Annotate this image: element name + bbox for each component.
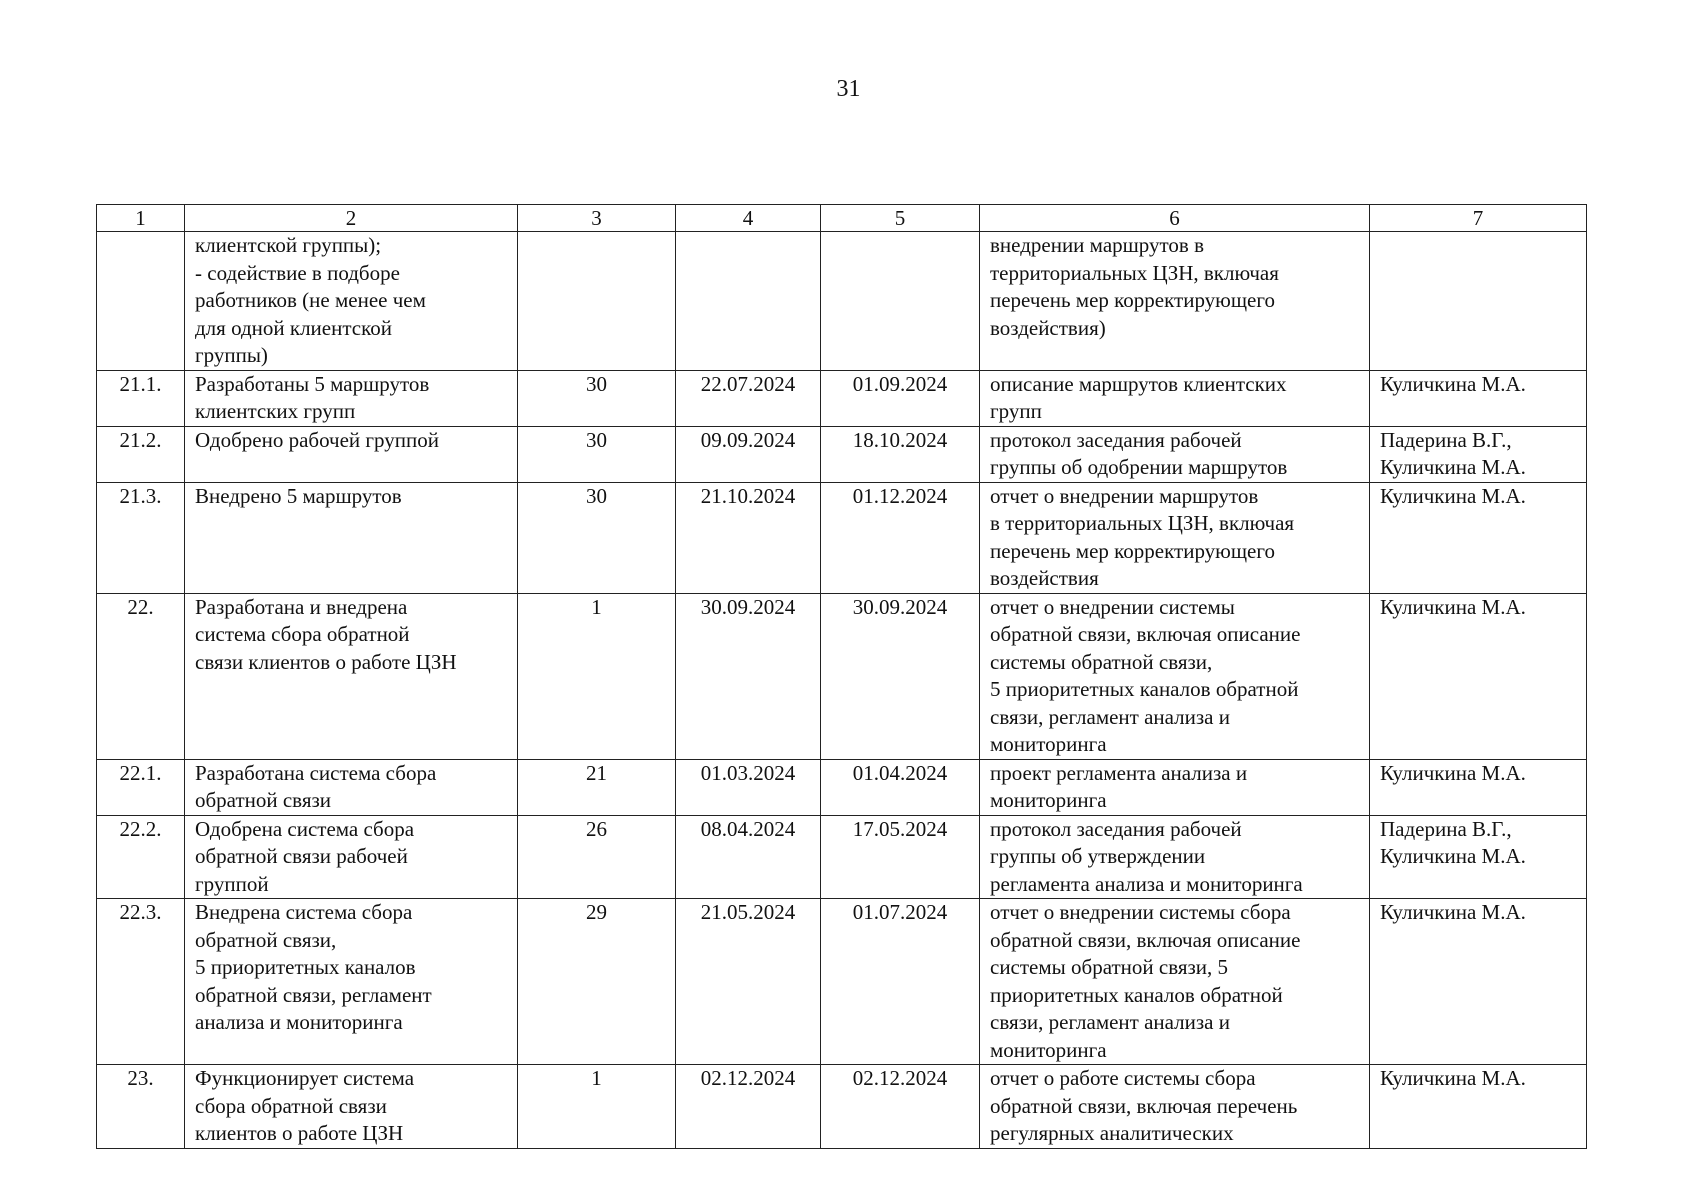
row-result: отчет о внедрении маршрутов в территориальных ЦЗН, включая перечень мер корректирующего воздействия: [980, 482, 1370, 593]
row-description: Внедрено 5 маршрутов: [185, 482, 518, 593]
row-description: Внедрена система сбора обратной связи, 5 приоритетных каналов обратной связи, регламент анализа и мониторинга: [185, 899, 518, 1065]
table-row: [97, 482, 1587, 593]
row-end-date: 18.10.2024: [821, 426, 980, 482]
column-header: 7: [1370, 205, 1587, 232]
row-description: Функционирует система сбора обратной связи клиентов о работе ЦЗН: [185, 1065, 518, 1149]
row-end-date: 01.09.2024: [821, 370, 980, 426]
row-target-value: 1: [518, 593, 676, 759]
row-target-value: 21: [518, 759, 676, 815]
table-row: [97, 232, 1587, 371]
row-target-value: 30: [518, 370, 676, 426]
row-responsible: Падерина В.Г., Куличкина М.А.: [1370, 815, 1587, 899]
column-header: 4: [676, 205, 821, 232]
table-row: [97, 759, 1587, 815]
row-start-date: [676, 232, 821, 371]
column-header: 5: [821, 205, 980, 232]
table-row: [97, 426, 1587, 482]
row-description: Разработана система сбора обратной связи: [185, 759, 518, 815]
row-start-date: 22.07.2024: [676, 370, 821, 426]
row-target-value: 1: [518, 1065, 676, 1149]
plan-table: [96, 204, 1587, 1149]
row-start-date: 01.03.2024: [676, 759, 821, 815]
row-result: протокол заседания рабочей группы об одобрении маршрутов: [980, 426, 1370, 482]
row-end-date: 01.07.2024: [821, 899, 980, 1065]
row-number: 21.1.: [97, 370, 185, 426]
row-start-date: 09.09.2024: [676, 426, 821, 482]
row-end-date: 01.12.2024: [821, 482, 980, 593]
row-end-date: 17.05.2024: [821, 815, 980, 899]
row-target-value: 30: [518, 426, 676, 482]
row-target-value: 29: [518, 899, 676, 1065]
column-header: 2: [185, 205, 518, 232]
row-description: Одобрено рабочей группой: [185, 426, 518, 482]
row-description: Разработаны 5 маршрутов клиентских групп: [185, 370, 518, 426]
row-responsible: Куличкина М.А.: [1370, 759, 1587, 815]
row-result: описание маршрутов клиентских групп: [980, 370, 1370, 426]
page-number: 31: [836, 76, 861, 102]
row-start-date: 08.04.2024: [676, 815, 821, 899]
row-number: 21.2.: [97, 426, 185, 482]
row-description: Одобрена система сбора обратной связи рабочей группой: [185, 815, 518, 899]
row-responsible: Куличкина М.А.: [1370, 482, 1587, 593]
row-responsible: [1370, 232, 1587, 371]
column-header: 3: [518, 205, 676, 232]
row-number: 22.1.: [97, 759, 185, 815]
row-start-date: 02.12.2024: [676, 1065, 821, 1149]
row-number: 22.2.: [97, 815, 185, 899]
table-row: [97, 370, 1587, 426]
row-result: внедрении маршрутов в территориальных ЦЗН, включая перечень мер корректирующего воздействия): [980, 232, 1370, 371]
row-result: отчет о внедрении системы сбора обратной связи, включая описание системы обратной связи, 5 приоритетных каналов обратной связи, регламент анализа и мониторинга: [980, 899, 1370, 1065]
row-number: 23.: [97, 1065, 185, 1149]
row-responsible: Куличкина М.А.: [1370, 899, 1587, 1065]
row-result: отчет о работе системы сбора обратной связи, включая перечень регулярных аналитических: [980, 1065, 1370, 1149]
row-responsible: Падерина В.Г., Куличкина М.А.: [1370, 426, 1587, 482]
table-row: [97, 815, 1587, 899]
row-end-date: 02.12.2024: [821, 1065, 980, 1149]
table-row: [97, 1065, 1587, 1149]
table-header-row: [97, 205, 1587, 232]
row-description: Разработана и внедрена система сбора обратной связи клиентов о работе ЦЗН: [185, 593, 518, 759]
row-result: проект регламента анализа и мониторинга: [980, 759, 1370, 815]
row-end-date: 30.09.2024: [821, 593, 980, 759]
row-start-date: 30.09.2024: [676, 593, 821, 759]
row-result: протокол заседания рабочей группы об утверждении регламента анализа и мониторинга: [980, 815, 1370, 899]
row-number: 22.3.: [97, 899, 185, 1065]
row-description: клиентской группы); - содействие в подборе работников (не менее чем для одной клиентской группы): [185, 232, 518, 371]
row-target-value: [518, 232, 676, 371]
row-end-date: [821, 232, 980, 371]
row-number: 21.3.: [97, 482, 185, 593]
row-result: отчет о внедрении системы обратной связи, включая описание системы обратной связи, 5 приоритетных каналов обратной связи, регламент анализа и мониторинга: [980, 593, 1370, 759]
table-row: [97, 593, 1587, 759]
row-responsible: Куличкина М.А.: [1370, 1065, 1587, 1149]
row-start-date: 21.10.2024: [676, 482, 821, 593]
column-header: 6: [980, 205, 1370, 232]
row-target-value: 26: [518, 815, 676, 899]
row-responsible: Куличкина М.А.: [1370, 370, 1587, 426]
table-row: [97, 899, 1587, 1065]
row-target-value: 30: [518, 482, 676, 593]
column-header: 1: [97, 205, 185, 232]
row-end-date: 01.04.2024: [821, 759, 980, 815]
row-number: [97, 232, 185, 371]
row-responsible: Куличкина М.А.: [1370, 593, 1587, 759]
row-number: 22.: [97, 593, 185, 759]
row-start-date: 21.05.2024: [676, 899, 821, 1065]
